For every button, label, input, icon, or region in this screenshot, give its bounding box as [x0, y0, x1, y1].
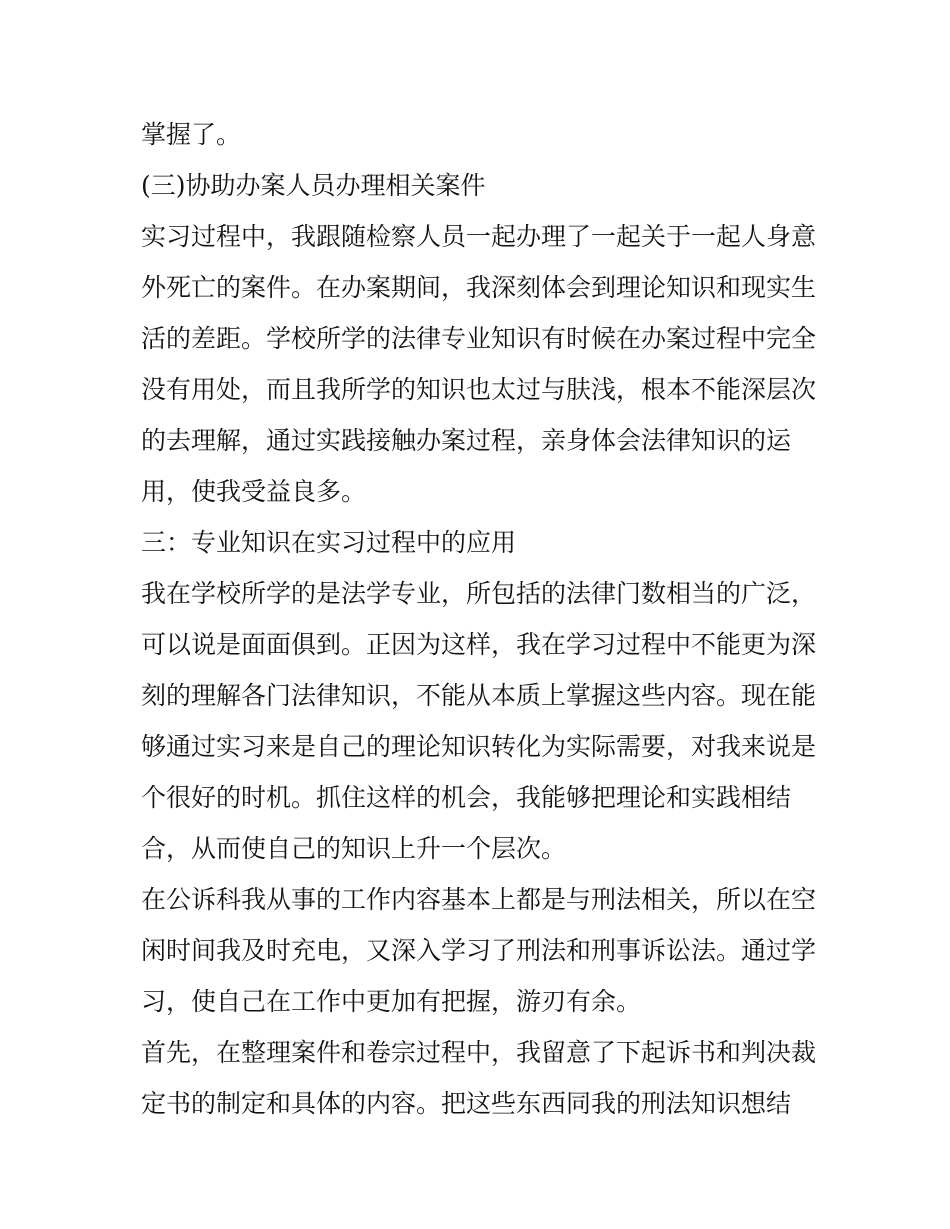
text-line: 我在学校所学的是法学专业，所包括的法律门数相当的广泛， — [141, 579, 817, 608]
text-line: 习，使自己在工作中更加有把握，游刃有余。 — [141, 987, 642, 1016]
text-line: 没有用处，而且我所学的知识也太过与肤浅，根本不能深层次 — [141, 375, 817, 404]
document-body — [141, 109, 821, 1129]
text-line: 外死亡的案件。在办案期间，我深刻体会到理论知识和现实生 — [141, 273, 817, 302]
text-line: 的去理解，通过实践接触办案过程，亲身体会法律知识的运 — [141, 426, 792, 455]
section-heading: (三)协助办案人员办理相关案件 — [141, 171, 486, 200]
text-line: 可以说是面面俱到。正因为这样，我在学习过程中不能更为深 — [141, 630, 817, 659]
text-line: 实习过程中，我跟随检察人员一起办理了一起关于一起人身意 — [141, 222, 817, 251]
text-line: 闲时间我及时充电，又深入学习了刑法和刑事诉讼法。通过学 — [141, 936, 817, 965]
text-line: 掌握了。 — [141, 120, 242, 149]
section-heading: 三：专业知识在实习过程中的应用 — [141, 528, 517, 557]
text-line: 够通过实习来是自己的理论知识转化为实际需要，对我来说是 — [141, 732, 817, 761]
text-line: 合，从而使自己的知识上升一个层次。 — [141, 834, 567, 863]
text-line: 首先，在整理案件和卷宗过程中，我留意了下起诉书和判决裁 — [141, 1038, 817, 1067]
text-line: 定书的制定和具体的内容。把这些东西同我的刑法知识想结 — [141, 1089, 792, 1118]
text-line: 刻的理解各门法律知识，不能从本质上掌握这些内容。现在能 — [141, 681, 817, 710]
text-line: 用，使我受益良多。 — [141, 477, 367, 506]
text-line: 在公诉科我从事的工作内容基本上都是与刑法相关，所以在空 — [141, 885, 817, 914]
text-line: 活的差距。学校所学的法律专业知识有时候在办案过程中完全 — [141, 324, 817, 353]
text-line: 个很好的时机。抓住这样的机会，我能够把理论和实践相结 — [141, 783, 792, 812]
